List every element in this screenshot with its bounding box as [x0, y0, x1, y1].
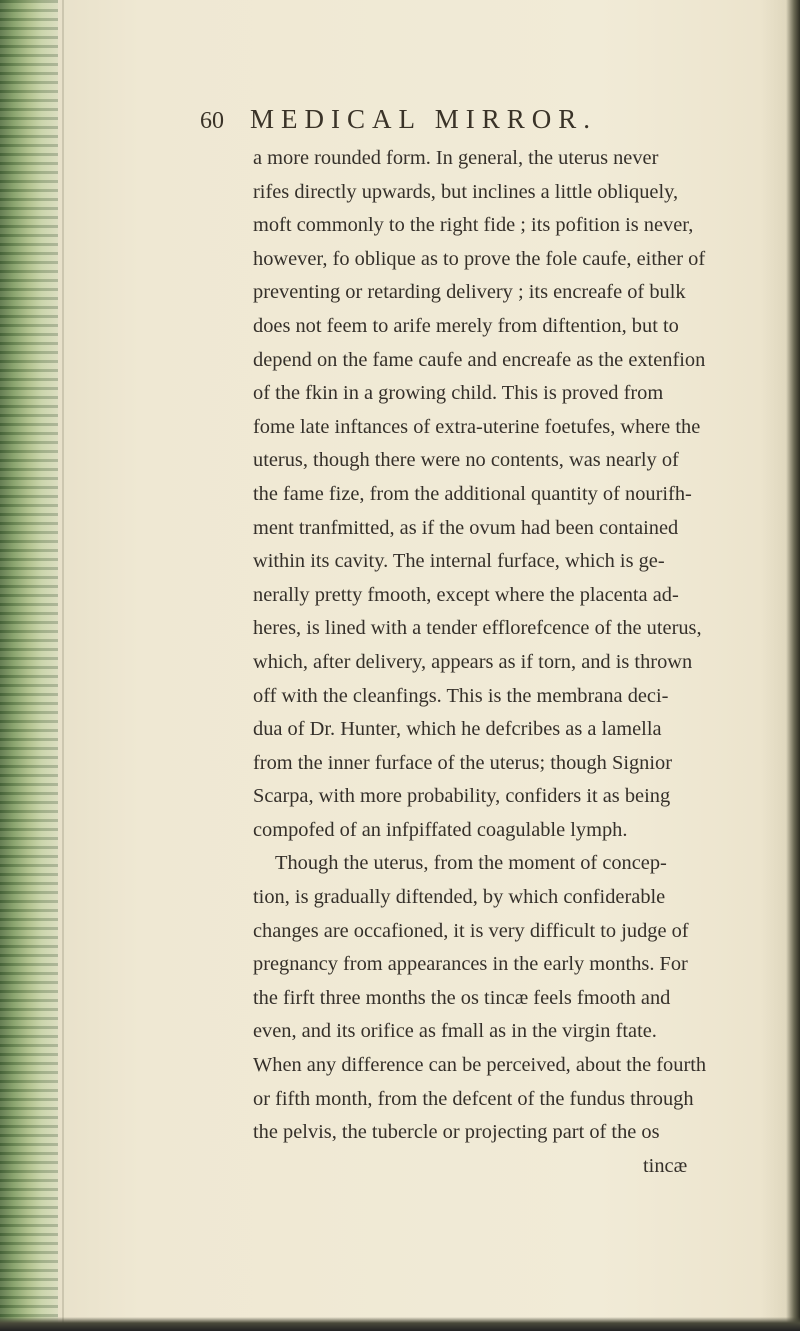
- running-title: MEDICAL MIRROR.: [250, 104, 598, 134]
- text-line: Though the uterus, from the moment of concep-: [275, 852, 667, 875]
- gutter-fold-line: [62, 0, 64, 1331]
- text-line: the fame fize, from the additional quantity of nourifh-: [253, 482, 692, 505]
- text-line: When any difference can be perceived, about the fourth: [253, 1054, 707, 1077]
- page-right-edge: [786, 0, 800, 1331]
- text-line: depend on the fame caufe and encreafe as the extenfion: [253, 348, 706, 371]
- text-line: fome late inftances of extra-uterine foetufes, where the: [253, 415, 701, 438]
- text-line: the firft three months the os tincæ feels fmooth and: [253, 986, 671, 1009]
- text-line: moft commonly to the right fide ; its pofition is never,: [253, 214, 694, 237]
- text-line: dua of Dr. Hunter, which he defcribes as a lamella: [253, 718, 662, 741]
- text-line: pregnancy from appearances in the early months. For: [253, 953, 688, 976]
- text-line: rifes directly upwards, but inclines a little obliquely,: [253, 180, 679, 203]
- page-header: [200, 104, 597, 135]
- page-number: 60: [200, 108, 224, 134]
- text-line: nerally pretty fmooth, except where the placenta ad-: [253, 583, 679, 606]
- text-line: or fifth month, from the defcent of the fundus through: [253, 1087, 694, 1110]
- text-line: uterus, though there were no contents, was nearly of: [253, 449, 679, 472]
- text-line: does not feem to arife merely from diftention, but to: [253, 314, 679, 337]
- text-line: changes are occafioned, it is very difficult to judge of: [253, 919, 689, 942]
- text-line: Scarpa, with more probability, confiders it as being: [253, 785, 671, 808]
- text-line: tion, is gradually diftended, by which confiderable: [253, 886, 666, 909]
- text-line: compofed of an infpiffated coagulable lymph.: [253, 818, 628, 841]
- text-line: a more rounded form. In general, the uterus never: [253, 147, 659, 169]
- text-line: which, after delivery, appears as if torn, and is thrown: [253, 650, 693, 673]
- text-line: ment tranfmitted, as if the ovum had been contained: [253, 516, 679, 539]
- page-bottom-edge: [0, 1317, 800, 1331]
- text-line: off with the cleanfings. This is the membrana deci-: [253, 684, 669, 707]
- text-line: however, fo oblique as to prove the fole caufe, either of: [253, 247, 706, 270]
- text-line: of the fkin in a growing child. This is proved from: [253, 382, 664, 405]
- text-line: even, and its orifice as fmall as in the virgin ftate.: [253, 1020, 657, 1043]
- text-line: from the inner furface of the uterus; though Signior: [253, 751, 673, 774]
- body-text: [253, 142, 783, 1183]
- text-line: preventing or retarding delivery ; its encreafe of bulk: [253, 281, 686, 304]
- catchword: tincæ: [643, 1154, 688, 1177]
- book-spine-gutter: [0, 0, 58, 1331]
- text-line: within its cavity. The internal furface, which is ge-: [253, 550, 665, 573]
- text-line: the pelvis, the tubercle or projecting part of the os: [253, 1121, 660, 1144]
- text-line: heres, is lined with a tender efflorefcence of the uterus,: [253, 617, 702, 640]
